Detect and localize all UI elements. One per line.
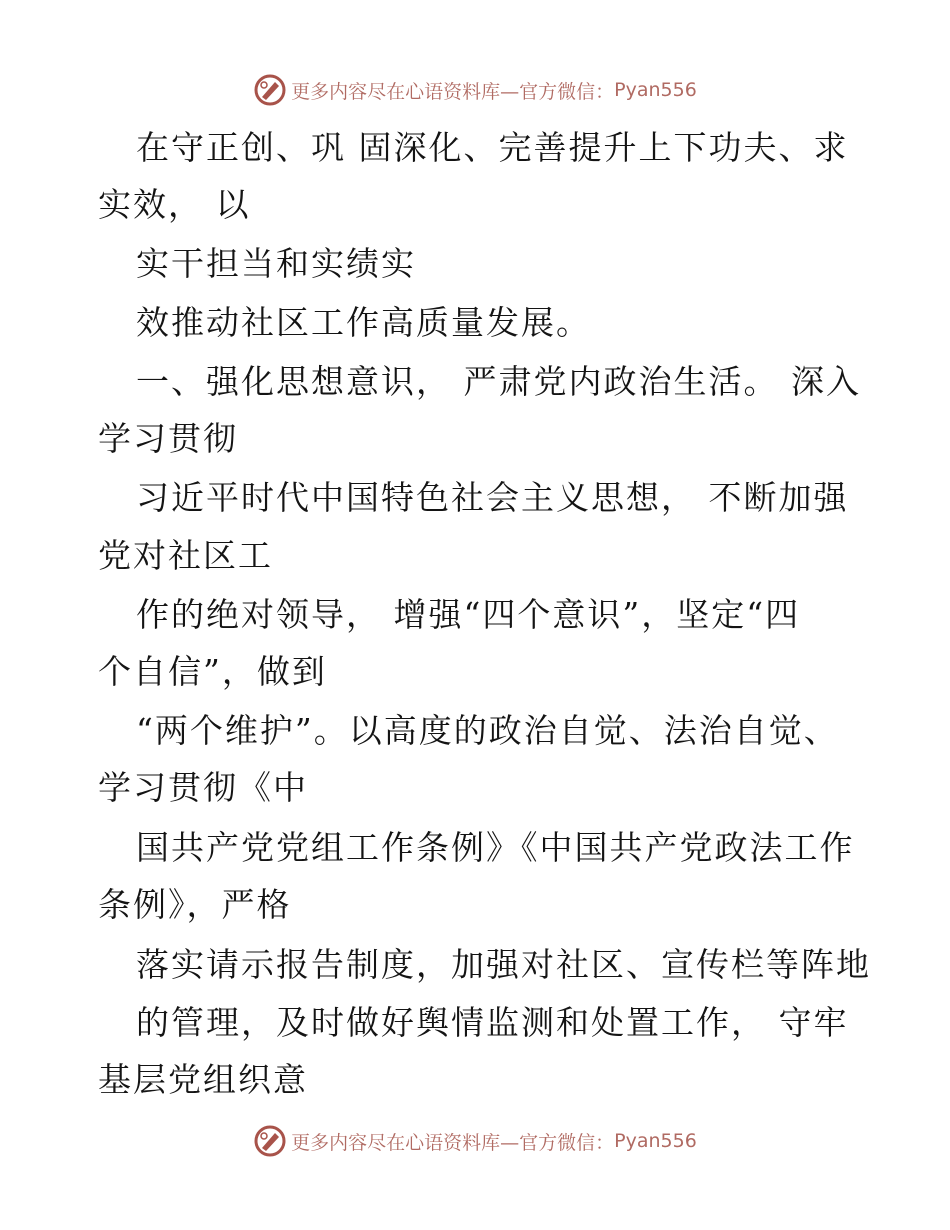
text-line: 在守正创、巩 固深化、完善提升上下功夫、求 [136, 128, 849, 167]
text-line: 效推动社区工作高质量发展。 [136, 303, 591, 342]
watermark-wechat-id: Pyan556 [614, 1130, 697, 1152]
text-line: 的管理，及时做好舆情监测和处置工作， 守牢 [136, 1003, 849, 1042]
watermark-wechat-id: Pyan556 [614, 79, 697, 101]
header-watermark [0, 70, 950, 110]
watermark-text: 更多内容尽在心语资料库—官方微信： [291, 1131, 615, 1154]
text-line: 实效， 以 [98, 185, 251, 224]
text-line: “两个维护”。以高度的政治自觉、法治自觉、 [136, 711, 839, 750]
text-line: 党对社区工 [98, 536, 273, 575]
text-line: 落实请示报告制度，加强对社区、宣传栏等阵地 [136, 945, 871, 984]
text-line: 基层党组织意 [98, 1060, 308, 1099]
footer-watermark [0, 1121, 950, 1161]
pen-emblem-logo-icon [253, 1124, 287, 1158]
watermark-text: 更多内容尽在心语资料库—官方微信： [291, 80, 615, 103]
text-line: 国共产党党组工作条例》《中国共产党政法工作 [136, 828, 855, 867]
text-line: 个自信”，做到 [98, 652, 327, 691]
text-line: 学习贯彻《中 [98, 768, 308, 807]
text-line: 作的绝对领导， 增强“四个意识”，坚定“四 [136, 595, 801, 634]
text-line: 实干担当和实绩实 [136, 244, 416, 283]
text-line: 条例》，严格 [98, 885, 292, 924]
text-line: 一、强化思想意识， 严肃党内政治生活。 深入 [136, 362, 861, 401]
text-line: 习近平时代中国特色社会主义思想， 不断加强 [136, 478, 849, 517]
text-line: 学习贯彻 [98, 419, 238, 458]
pen-emblem-logo-icon [253, 73, 287, 107]
